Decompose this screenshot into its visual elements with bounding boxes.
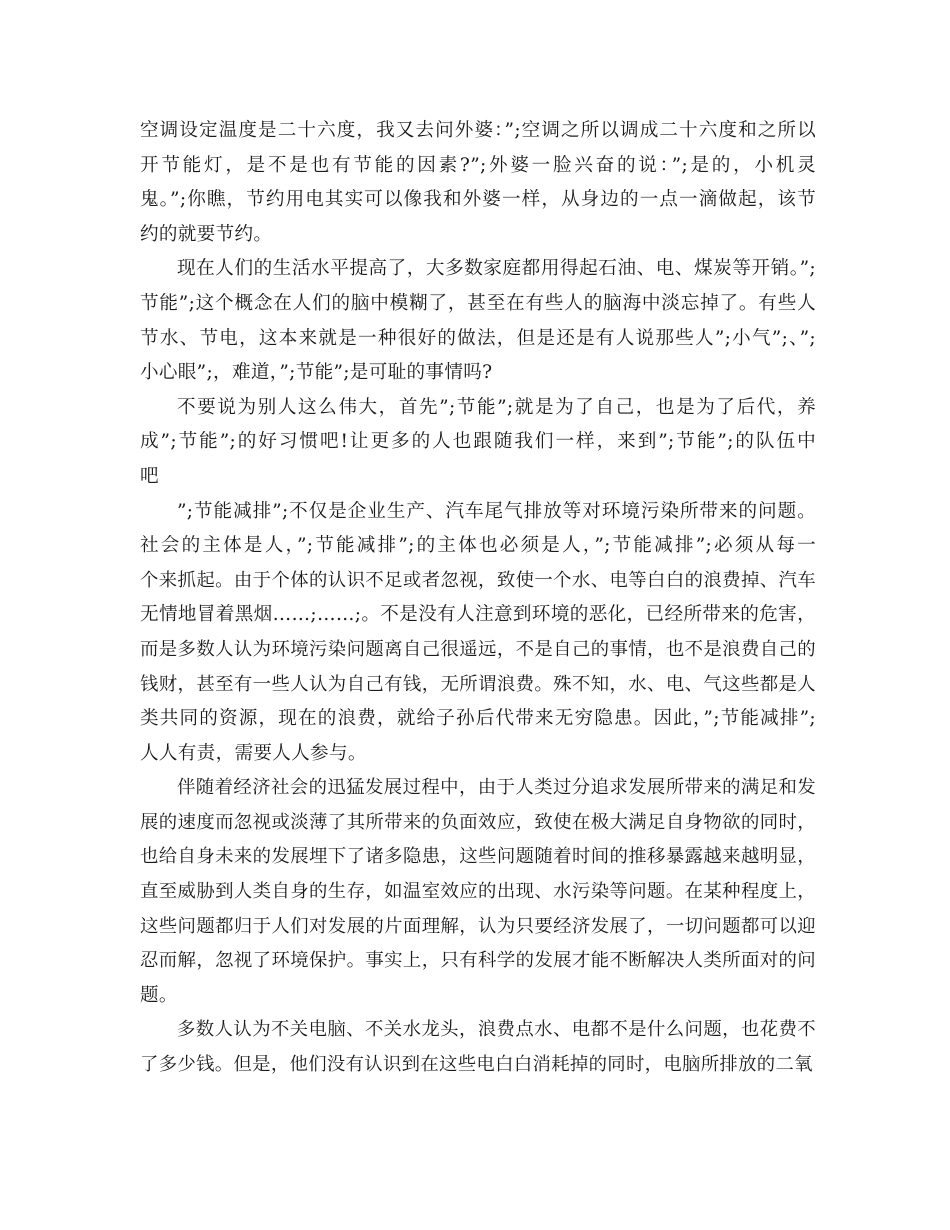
text-line: 伴随着经济社会的迅猛发展过程中，由于人类过分追求发展所带来的满足和发 — [177, 777, 816, 799]
text-line: 个来抓起。由于个体的认识不足或者忽视，致使一个水、电等白白的浪费掉、汽车 — [140, 569, 816, 591]
text-line: 展的速度而忽视或淡薄了其所带来的负面效应，致使在极大满足自身物欲的同时， — [140, 811, 816, 833]
paragraph — [140, 391, 816, 495]
text-line: 了多少钱。但是，他们没有认识到在这些电白白消耗掉的同时，电脑所排放的二氧 — [140, 1054, 813, 1076]
paragraph — [140, 771, 816, 1013]
text-line: 节水、节电，这本来就是一种很好的做法，但是还是有人说那些人”;小气”;、”; — [140, 327, 816, 349]
paragraph — [140, 495, 816, 772]
text-line: 忍而解，忽视了环境保护。事实上，只有科学的发展才能不断解决人类所面对的问 — [140, 950, 816, 972]
text-line: 鬼。”;你瞧，节约用电其实可以像我和外婆一样，从身边的一点一滴做起，该节 — [140, 189, 816, 211]
text-line: 吧 — [140, 465, 159, 487]
paragraph — [140, 1013, 816, 1082]
text-line: 直至威胁到人类自身的生存，如温室效应的出现、水污染等问题。在某种程度上， — [140, 881, 816, 903]
text-line: 空调设定温度是二十六度，我又去问外婆：”;空调之所以调成二十六度和之所以 — [140, 120, 816, 141]
text-line: 类共同的资源，现在的浪费，就给子孙后代带来无穷隐患。因此，”;节能减排”; — [140, 708, 816, 730]
text-line: 多数人认为不关电脑、不关水龙头，浪费点水、电都不是什么问题，也花费不 — [177, 1019, 816, 1041]
text-line: 无情地冒着黑烟……;……;。不是没有人注意到环境的恶化，已经所带来的危害， — [140, 604, 816, 626]
text-line: ”;节能减排”;不仅是企业生产、汽车尾气排放等对环境污染所带来的问题。 — [177, 500, 816, 522]
paragraph — [140, 114, 816, 252]
text-line: 人人有责，需要人人参与。 — [140, 742, 367, 764]
document-page — [140, 114, 816, 1083]
text-line: 钱财，甚至有一些人认为自己有钱，无所谓浪费。殊不知，水、电、气这些都是人 — [140, 673, 816, 695]
text-line: 这些问题都归于人们对发展的片面理解，认为只要经济发展了，一切问题都可以迎 — [140, 915, 816, 937]
text-line: 开节能灯，是不是也有节能的因素?”;外婆一脸兴奋的说：”;是的，小机灵 — [140, 154, 816, 176]
text-line: 现在人们的生活水平提高了，大多数家庭都用得起石油、电、煤炭等开销。”; — [177, 258, 816, 280]
text-line: 不要说为别人这么伟大，首先”;节能”;就是为了自己，也是为了后代，养 — [177, 396, 816, 418]
text-line: 小心眼”;，难道，”;节能”;是可耻的事情吗? — [140, 362, 493, 384]
text-line: 约的就要节约。 — [140, 223, 273, 245]
text-line: 社会的主体是人，”;节能减排”;的主体也必须是人，”;节能减排”;必须从每一 — [140, 535, 816, 557]
text-line: 而是多数人认为环境污染问题离自己很遥远，不是自己的事情，也不是浪费自己的 — [140, 638, 816, 660]
paragraph — [140, 252, 816, 390]
text-line: 成”;节能”;的好习惯吧!让更多的人也跟随我们一样，来到”;节能”;的队伍中 — [140, 431, 816, 453]
text-line: 也给自身未来的发展埋下了诸多隐患，这些问题随着时间的推移暴露越来越明显， — [140, 846, 816, 868]
text-line: 节能”;这个概念在人们的脑中模糊了，甚至在有些人的脑海中淡忘掉了。有些人 — [140, 292, 816, 314]
text-line: 题。 — [140, 984, 178, 1006]
